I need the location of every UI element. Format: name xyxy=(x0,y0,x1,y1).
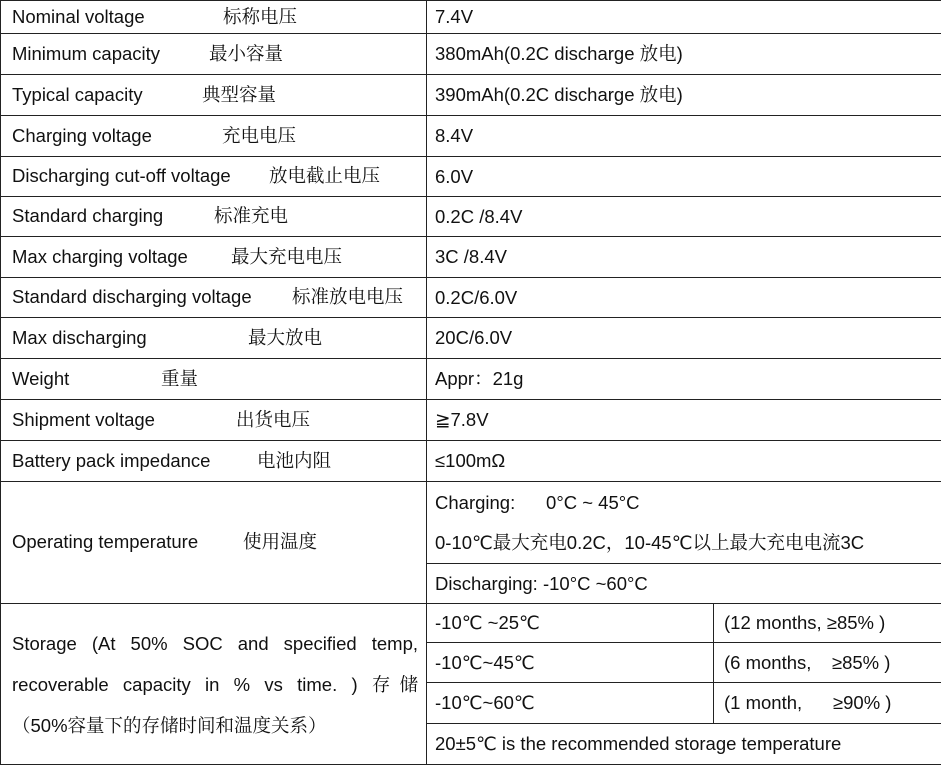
param-name-zh: 标准充电 xyxy=(214,206,288,227)
table-row xyxy=(1,441,941,482)
param-name-en: Battery pack impedance xyxy=(12,450,257,471)
param-cell xyxy=(1,318,427,359)
param-name-en: Max discharging xyxy=(12,327,248,348)
param-value: 8.4V xyxy=(427,116,941,157)
param-cell xyxy=(1,441,427,482)
param-cell xyxy=(1,400,427,441)
param-cell xyxy=(1,157,427,197)
param-name-en: Nominal voltage xyxy=(12,6,223,27)
param-name-en: Standard discharging voltage xyxy=(12,286,292,307)
table-row xyxy=(1,604,941,643)
param-cell xyxy=(1,75,427,116)
param-name-en: Charging voltage xyxy=(12,125,222,146)
param-cell xyxy=(1,237,427,278)
table-row xyxy=(1,400,941,441)
storage-label-line-1: Storage (At 50% SOC and specified temp, xyxy=(12,623,418,664)
storage-label-line-2: recoverable capacity in % vs time. ) 存储 xyxy=(12,664,418,705)
param-name-zh: 充电电压 xyxy=(222,126,296,147)
param-value: ≤100mΩ xyxy=(427,441,941,482)
table-row xyxy=(1,482,941,523)
param-name-en: Standard charging xyxy=(12,205,214,226)
param-cell xyxy=(1,197,427,237)
operating-discharging-range: Discharging: -10°C ~60°C xyxy=(427,564,941,604)
storage-label xyxy=(1,604,427,765)
param-value: 0.2C /8.4V xyxy=(427,197,941,237)
table-row xyxy=(1,1,941,34)
param-value: ≧7.8V xyxy=(427,400,941,441)
param-name-zh: 典型容量 xyxy=(202,85,276,106)
storage-temp: -10℃~45℃ xyxy=(427,643,714,683)
param-cell xyxy=(1,1,427,34)
param-name-zh: 最小容量 xyxy=(209,44,283,65)
param-name-en: Weight xyxy=(12,368,161,389)
table-row xyxy=(1,237,941,278)
param-value: 20C/6.0V xyxy=(427,318,941,359)
param-name-en: Minimum capacity xyxy=(12,43,209,64)
param-name-zh: 使用温度 xyxy=(243,532,317,553)
table-row xyxy=(1,359,941,400)
param-name-en: Shipment voltage xyxy=(12,409,236,430)
param-cell xyxy=(1,116,427,157)
param-name-en: Operating temperature xyxy=(12,531,243,552)
storage-retention: (12 months, ≥85% ) xyxy=(714,604,941,643)
table-row xyxy=(1,116,941,157)
param-name-en: Max charging voltage xyxy=(12,246,231,267)
storage-retention: (6 months, ≥85% ) xyxy=(714,643,941,683)
table-row xyxy=(1,75,941,116)
param-name-zh: 出货电压 xyxy=(236,410,310,431)
storage-retention: (1 month, ≥90% ) xyxy=(714,683,941,724)
param-name-zh: 标称电压 xyxy=(223,7,297,28)
table-row xyxy=(1,318,941,359)
table-row xyxy=(1,278,941,318)
param-value: 380mAh(0.2C discharge 放电) xyxy=(427,34,941,75)
table-row xyxy=(1,157,941,197)
storage-recommended-temp: 20±5℃ is the recommended storage temperature xyxy=(427,724,941,765)
param-value: 7.4V xyxy=(427,1,941,34)
param-name-zh: 标准放电电压 xyxy=(292,287,403,308)
param-name-zh: 电池内阻 xyxy=(257,451,331,472)
storage-label-line-3: （50%容量下的存储时间和温度关系） xyxy=(12,705,418,746)
operating-charging-range: Charging: 0°C ~ 45°C xyxy=(427,482,941,523)
param-name-en: Discharging cut-off voltage xyxy=(12,165,269,186)
table-row xyxy=(1,197,941,237)
operating-charging-note: 0-10℃最大充电0.2C，10-45℃以上最大充电电流3C xyxy=(427,523,941,564)
param-value: 390mAh(0.2C discharge 放电) xyxy=(427,75,941,116)
param-cell xyxy=(1,359,427,400)
param-name-zh: 重量 xyxy=(161,369,198,390)
table-row xyxy=(1,34,941,75)
param-name-zh: 最大放电 xyxy=(248,328,322,349)
storage-temp: -10℃~60℃ xyxy=(427,683,714,724)
param-cell xyxy=(1,278,427,318)
param-cell xyxy=(1,482,427,604)
storage-temp: -10℃ ~25℃ xyxy=(427,604,714,643)
param-name-zh: 放电截止电压 xyxy=(269,166,380,187)
param-value: 6.0V xyxy=(427,157,941,197)
param-value: Appr：21g xyxy=(427,359,941,400)
param-cell xyxy=(1,34,427,75)
param-name-en: Typical capacity xyxy=(12,84,202,105)
param-value: 3C /8.4V xyxy=(427,237,941,278)
param-value: 0.2C/6.0V xyxy=(427,278,941,318)
param-name-zh: 最大充电电压 xyxy=(231,247,342,268)
